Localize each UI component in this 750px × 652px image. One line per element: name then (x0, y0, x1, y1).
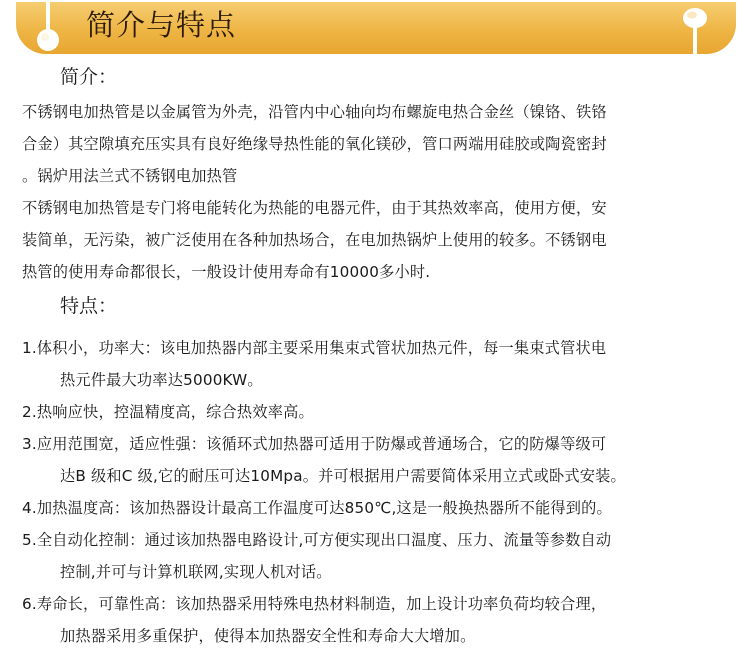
feature-line: 3.应用范围宽，适应性强：该循环式加热器可适用于防爆或普通场合，它的防爆等级可 (22, 435, 607, 453)
feature-line: 2.热响应快，控温精度高，综合热效率高。 (22, 403, 314, 421)
feature-line: 1.体积小，功率大：该电加热器内部主要采用集束式管状加热元件，每一集束式管状电 (22, 339, 607, 357)
feature-line-continued: 达B 级和C 级,它的耐压可达10Mpa。并可根据用户需要简体采用立式或卧式安装。 (60, 467, 626, 485)
intro-line: 不锈钢电加热管是以金属管为外壳，沿管内中心轴向均布螺旋电热合金丝（镍铬、铁铬 (22, 103, 607, 121)
feature-line-continued: 加热器采用多重保护，使得本加热器安全性和寿命大大增加。 (60, 627, 476, 645)
feature-line: 6.寿命长，可靠性高：该加热器采用特殊电热材料制造，加上设计功率负荷均较合理， (22, 595, 607, 613)
feature-item (22, 524, 734, 588)
feature-item (22, 396, 734, 428)
pin-icon (34, 0, 62, 54)
pushpin-icon (680, 4, 710, 54)
intro-line: 热管的使用寿命都很长，一般设计使用寿命有10000多小时. (22, 263, 431, 281)
intro-line: 不锈钢电加热管是专门将电能转化为热能的电器元件，由于其热效率高，使用方便，安 (22, 199, 607, 217)
feature-line-continued: 控制,并可与计算机联网,实现人机对话。 (60, 563, 332, 581)
feature-line-continued: 热元件最大功率达5000KW。 (60, 371, 263, 389)
intro-paragraph (22, 96, 734, 288)
banner-title: 简介与特点 (86, 8, 237, 42)
intro-heading: 简介： (60, 66, 118, 88)
features-list (22, 332, 734, 652)
feature-item (22, 588, 734, 652)
feature-item (22, 428, 734, 492)
feature-line: 5.全自动化控制：通过该加热器电路设计,可方便实现出口温度、压力、流量等参数自动 (22, 531, 612, 549)
feature-item (22, 332, 734, 396)
intro-line: 装简单，无污染，被广泛使用在各种加热场合，在电加热锅炉上使用的较多。不锈钢电 (22, 231, 607, 249)
feature-item (22, 492, 734, 524)
features-heading: 特点： (60, 295, 118, 317)
intro-line: 合金）其空隙填充压实具有良好绝缘导热性能的氧化镁砂，管口两端用硅胶或陶瓷密封 (22, 135, 607, 153)
feature-line: 4.加热温度高：该加热器设计最高工作温度可达850℃,这是一般换热器所不能得到的。 (22, 499, 612, 517)
intro-line: 。锅炉用法兰式不锈钢电加热管 (22, 167, 238, 185)
